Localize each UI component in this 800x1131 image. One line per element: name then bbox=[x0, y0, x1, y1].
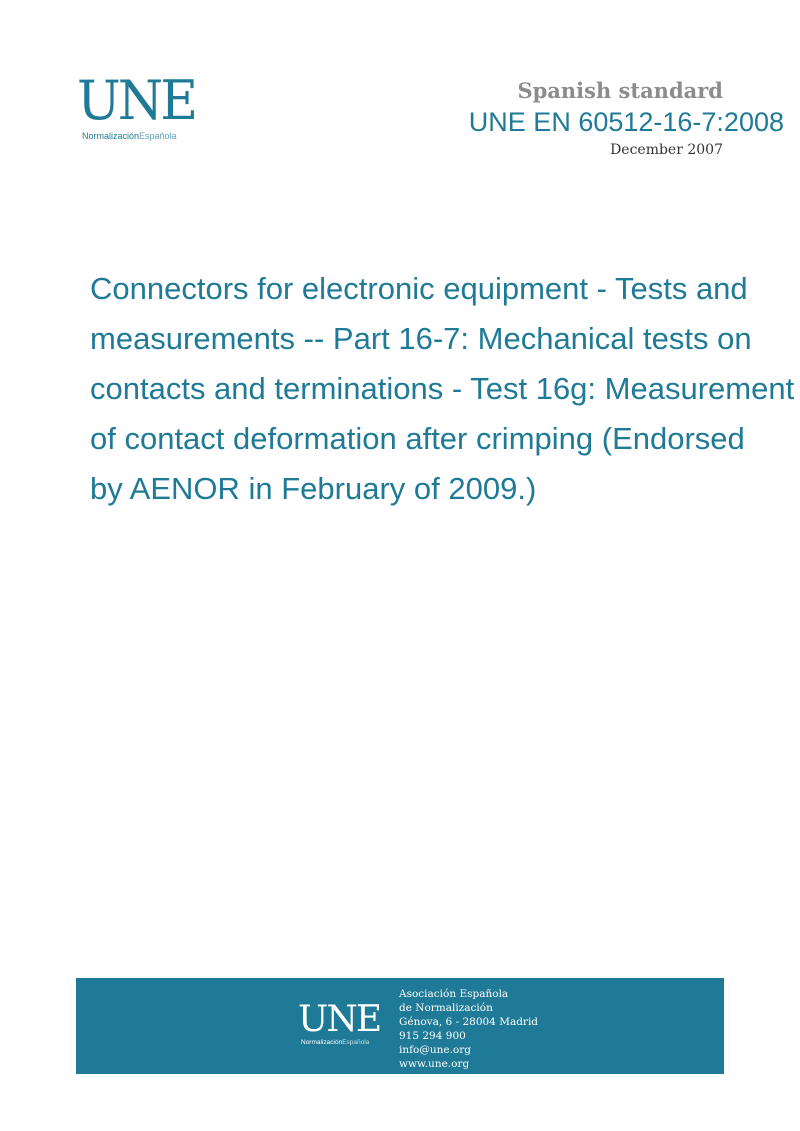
title-line: Connectors for electronic equipment - Tests and bbox=[90, 271, 748, 306]
title-line: by AENOR in February of 2009.) bbox=[90, 471, 537, 506]
logo-subtitle bbox=[82, 131, 177, 141]
logo-wordmark: UNE bbox=[77, 69, 196, 132]
footer-bar bbox=[76, 978, 724, 1074]
logo-subtitle-a: Normalización bbox=[82, 131, 140, 141]
org-email: info@une.org bbox=[399, 1044, 471, 1056]
document-title bbox=[90, 264, 800, 514]
org-name-line-1: Asociación Española bbox=[399, 988, 509, 1000]
standard-code: UNE EN 60512-16-7:2008 bbox=[468, 107, 784, 137]
document-type: Spanish standard bbox=[517, 78, 723, 103]
footer-logo-wordmark: UNE bbox=[298, 999, 381, 1040]
org-phone: 915 294 900 bbox=[399, 1030, 466, 1042]
organization-contact bbox=[399, 987, 538, 1071]
footer-logo-subtitle bbox=[301, 1039, 369, 1046]
une-logo bbox=[77, 69, 197, 146]
title-line: of contact deformation after crimping (Endorsed bbox=[90, 421, 745, 456]
org-website: www.une.org bbox=[399, 1058, 470, 1070]
footer-logo bbox=[298, 1001, 388, 1051]
org-address: Génova, 6 - 28004 Madrid bbox=[399, 1016, 539, 1028]
org-name-line-2: de Normalización bbox=[399, 1002, 493, 1014]
footer-logo-subtitle-b: Española bbox=[342, 1039, 370, 1046]
title-line: contacts and terminations - Test 16g: Measurement bbox=[90, 371, 795, 406]
title-line: measurements -- Part 16-7: Mechanical tests on bbox=[90, 321, 752, 356]
publication-date: December 2007 bbox=[610, 142, 723, 158]
logo-subtitle-b: Española bbox=[139, 131, 177, 141]
footer-logo-subtitle-a: Normalización bbox=[301, 1039, 343, 1046]
